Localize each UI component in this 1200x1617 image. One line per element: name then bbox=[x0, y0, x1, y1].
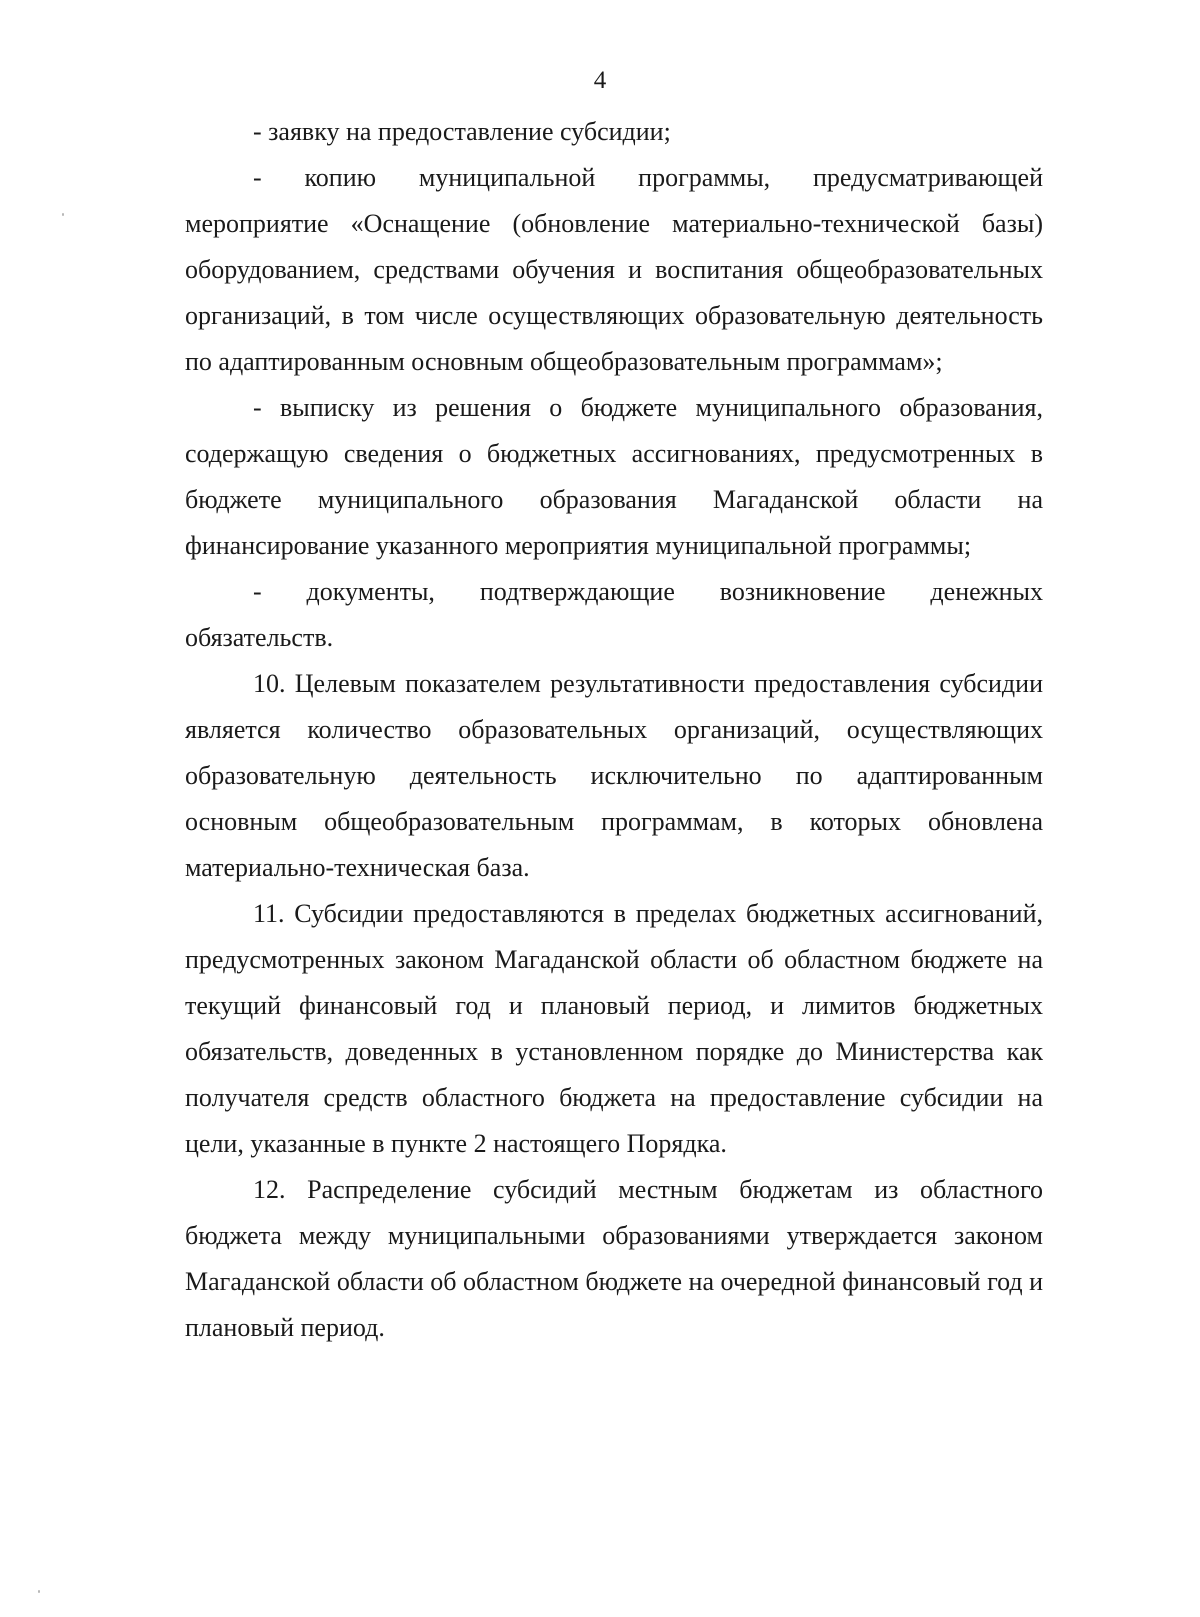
list-item-application: - заявку на предоставление субсидии; bbox=[253, 117, 671, 146]
list-item-documents: - документы, подтверждающие возникновение денежных обязательств. bbox=[185, 577, 1043, 652]
scan-speck bbox=[38, 1590, 40, 1593]
clause-10: 10. Целевым показателем результативности предоставления субсидии является количество образовательных организаций, осуществляющих образовательную деятельность исключительно по адаптированным основным общеобразовательным программам, в которых обновлена материально-техническая база. bbox=[185, 669, 1043, 882]
clause-12: 12. Распределение субсидий местным бюджетам из областного бюджета между муниципальными образованиями утверждается законом Магаданской области об областном бюджете на очередной финансовый год и плановый период. bbox=[185, 1175, 1043, 1342]
clause-11: 11. Субсидии предоставляются в пределах бюджетных ассигнований, предусмотренных законом Магаданской области об областном бюджете на текущий финансовый год и плановый период, и лимитов бюджетных обязательств, доведенных в установленном порядке до Министерства как получателя средств областного бюджета на предоставление субсидии на цели, указанные в пункте 2 настоящего Порядка. bbox=[185, 899, 1043, 1158]
document-body bbox=[185, 109, 1043, 1351]
page-number: 4 bbox=[593, 67, 607, 94]
list-item-program-copy: - копию муниципальной программы, предусматривающей мероприятие «Оснащение (обновление материально-технической базы) оборудованием, средствами обучения и воспитания общеобразовательных организаций, в том числе осуществляющих образовательную деятельность по адаптированным основным общеобразовательным программам»; bbox=[185, 163, 1043, 376]
list-item-budget-extract: - выписку из решения о бюджете муниципального образования, содержащую сведения о бюджетных ассигнованиях, предусмотренных в бюджете муниципального образования Магаданской области на финансирование указанного мероприятия муниципальной программы; bbox=[185, 393, 1043, 560]
scan-speck bbox=[62, 213, 64, 216]
